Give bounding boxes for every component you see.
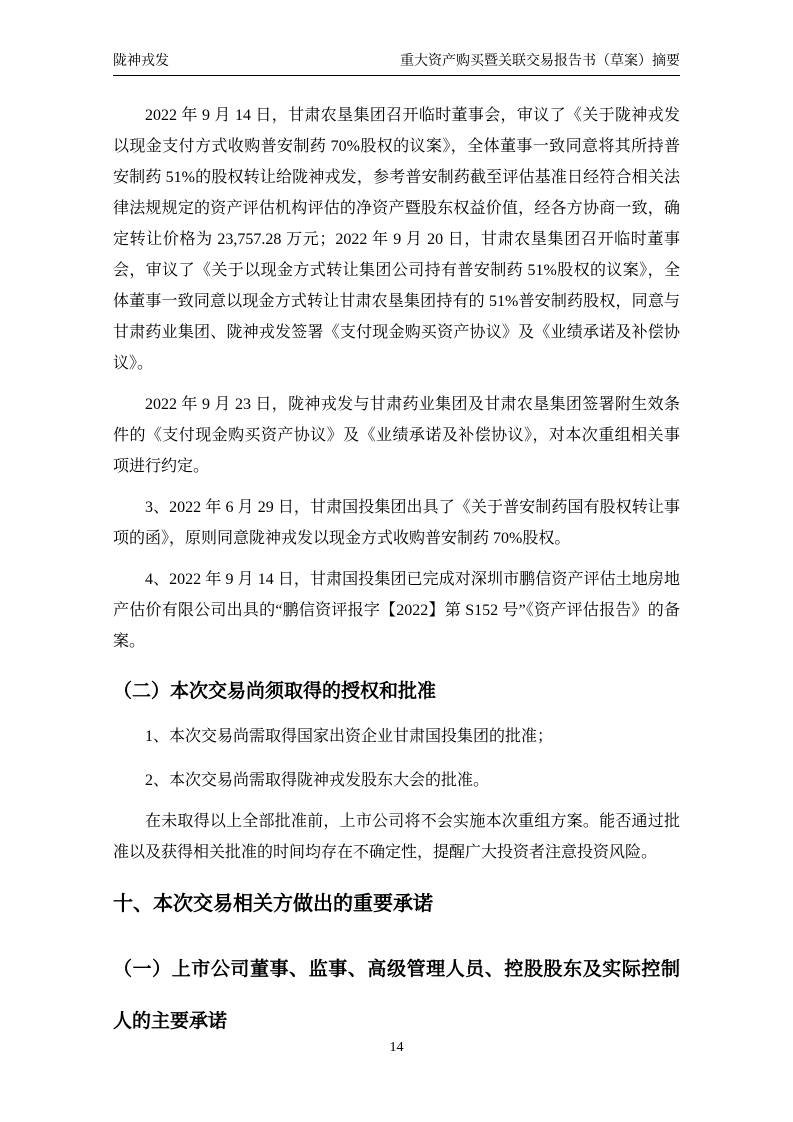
paragraph-item-4: 4、2022 年 9 月 14 日，甘肃国投集团已完成对深圳市鹏信资产评估土地房地产估价有限公司出具的“鹏信资评报字【2022】第 S152 号”《资产评估报告》的备案。 [113, 571, 680, 650]
paragraph-risk-notice: 在未取得以上全部批准前，上市公司将不会实施本次重组方案。能否通过批准以及获得相关批准的时间均存在不确定性，提醒广大投资者注意投资风险。 [113, 813, 680, 861]
list-item-approval-2: 2、本次交易尚需取得陇神戎发股东大会的批准。 [145, 772, 490, 789]
paragraph-timeline-sep-23: 2022 年 9 月 23 日，陇神戎发与甘肃药业集团及甘肃农垦集团签署附生效条件的《支付现金购买资产协议》及《业绩承诺及补偿协议》，对本次重组相关事项进行约定。 [113, 396, 680, 475]
heading-section-2-authorizations: （二）本次交易尚须取得的授权和批准 [113, 681, 437, 702]
page-number: 14 [389, 1040, 404, 1055]
paragraph-timeline-sep-14: 2022 年 9 月 14 日，甘肃农垦集团召开临时董事会，审议了《关于陇神戎发以现金支付方式收购普安制药 70%股权的议案》，全体董事一致同意将其所持普安制药 51%的股权转让给陇神戎发，参考普安制药截至评估基准日经符合相关法律法规规定的资产评估机构评估的净资产暨股东权益价值，经各方协商一致，确定转让价格为 23,757.28 万元；2022 年 9 月 20 日，甘肃农垦集团召开临时董事会，审议了《关于以现金方式转让集团公司持有普安制药 51%股权的议案》，全体董事一致同意以现金方式转让甘肃农垦集团持有的 51%普安制药股权，同意与甘肃药业集团、陇神戎发签署《支付现金购买资产协议》及《业绩承诺及补偿协议》。 [113, 107, 680, 372]
heading-section-1-main-commitments: （一）上市公司董事、监事、高级管理人员、控股股东及实际控制人的主要承诺 [113, 959, 680, 1032]
header-company-name: 陇神戎发 [113, 54, 169, 69]
paragraph-item-3: 3、2022 年 6 月 29 日，甘肃国投集团出具了《关于普安制药国有股权转让事项的函》，原则同意陇神戎发以现金方式收购普安制药 70%股权。 [113, 499, 680, 547]
header-report-title: 重大资产购买暨关联交易报告书（草案）摘要 [400, 54, 680, 69]
page-header [113, 52, 680, 76]
heading-chapter-10-commitments: 十、本次交易相关方做出的重要承诺 [113, 893, 433, 915]
list-item-approval-1: 1、本次交易尚需取得国家出资企业甘肃国投集团的批准； [145, 728, 554, 745]
